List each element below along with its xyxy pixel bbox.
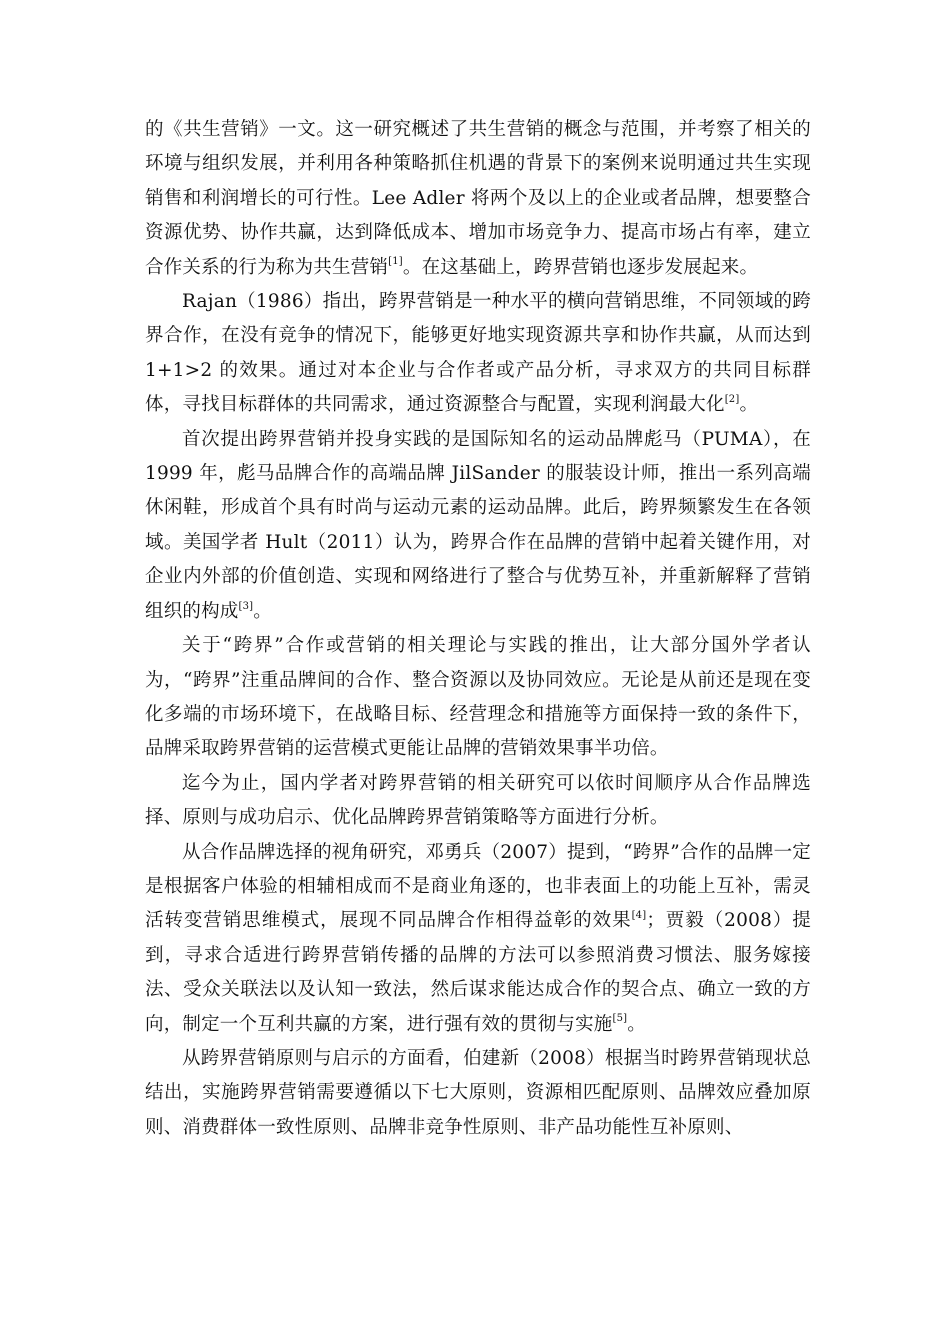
citation-marker: [3]	[238, 600, 254, 612]
paragraph-5	[145, 767, 811, 836]
paragraph-text: 。在这基础上，跨界营销也逐步发展起来。	[402, 256, 759, 278]
paragraph-4	[145, 629, 811, 767]
paragraph-1	[145, 113, 811, 285]
document-page	[145, 113, 811, 1145]
paragraph-3	[145, 423, 811, 629]
paragraph-text: ；贾毅（2008）提到，寻求合适进行跨界营销传播的品牌的方法可以参照消费习惯法、服务嫁接法、受众关联法以及认知一致法，然后谋求能达成合作的契合点、确立一致的方向，制定一个互利共赢的方案，进行强有效的贯彻与实施	[145, 910, 811, 1035]
body-text	[145, 113, 811, 1145]
citation-marker: [2]	[724, 394, 740, 406]
paragraph-text: 从合作品牌选择的视角研究，邓勇兵（2007）提到，“跨界”合作的品牌一定是根据客户体验的相辅相成而不是商业角逐的，也非表面上的功能上互补，需灵活转变营销思维模式，展现不同品牌合作相得益彰的效果	[145, 841, 811, 932]
citation-marker: [5]	[612, 1013, 628, 1025]
paragraph-text: 从跨界营销原则与启示的方面看，伯建新（2008）根据当时跨界营销现状总结出，实施跨界营销需要遵循以下七大原则，资源相匹配原则、品牌效应叠加原则、消费群体一致性原则、品牌非竞争性原则、非产品功能性互补原则、	[145, 1047, 811, 1138]
citation-marker: [4]	[631, 910, 647, 922]
paragraph-7	[145, 1042, 811, 1145]
paragraph-text: 的《共生营销》一文。这一研究概述了共生营销的概念与范围，并考察了相关的环境与组织发展，并利用各种策略抓住机遇的背景下的案例来说明通过共生实现销售和利润增长的可行性。Lee Adler 将两个及以上的企业或者品牌，想要整合资源优势、协作共赢，达到降低成本、增加市场竞争力、提高市场占有率，建立合作关系的行为称为共生营销	[145, 119, 811, 278]
paragraph-text: 。	[627, 1013, 646, 1035]
paragraph-text: 迄今为止，国内学者对跨界营销的相关研究可以依时间顺序从合作品牌选择、原则与成功启示、优化品牌跨界营销策略等方面进行分析。	[145, 772, 811, 829]
paragraph-2	[145, 285, 811, 423]
paragraph-text: 首次提出跨界营销并投身实践的是国际知名的运动品牌彪马（PUMA），在 1999 年，彪马品牌合作的高端品牌 JilSander 的服装设计师，推出一系列高端休闲鞋，形成首个具有时尚与运动元素的运动品牌。此后，跨界频繁发生在各领域。美国学者 Hult（2011）认为，跨界合作在品牌的营销中起着关键作用，对企业内外部的价值创造、实现和网络进行了整合与优势互补，并重新解释了营销组织的构成	[145, 428, 811, 622]
paragraph-text: 。	[739, 394, 759, 416]
paragraph-text: Rajan（1986）指出，跨界营销是一种水平的横向营销思维，不同领域的跨界合作，在没有竞争的情况下，能够更好地实现资源共享和协作共赢，从而达到 1+1>2 的效果。通过对本企业与合作者或产品分析，寻求双方的共同目标群体，寻找目标群体的共同需求，通过资源整合与配置，实现利润最大化	[145, 291, 811, 416]
paragraph-text: 关于“跨界”合作或营销的相关理论与实践的推出，让大部分国外学者认为，“跨界”注重品牌间的合作、整合资源以及协同效应。无论是从前还是现在变化多端的市场环境下，在战略目标、经营理念和措施等方面保持一致的条件下，品牌采取跨界营销的运营模式更能让品牌的营销效果事半功倍。	[145, 635, 811, 760]
paragraph-text: 。	[253, 600, 272, 622]
paragraph-6	[145, 836, 811, 1042]
citation-marker: [1]	[388, 256, 403, 268]
